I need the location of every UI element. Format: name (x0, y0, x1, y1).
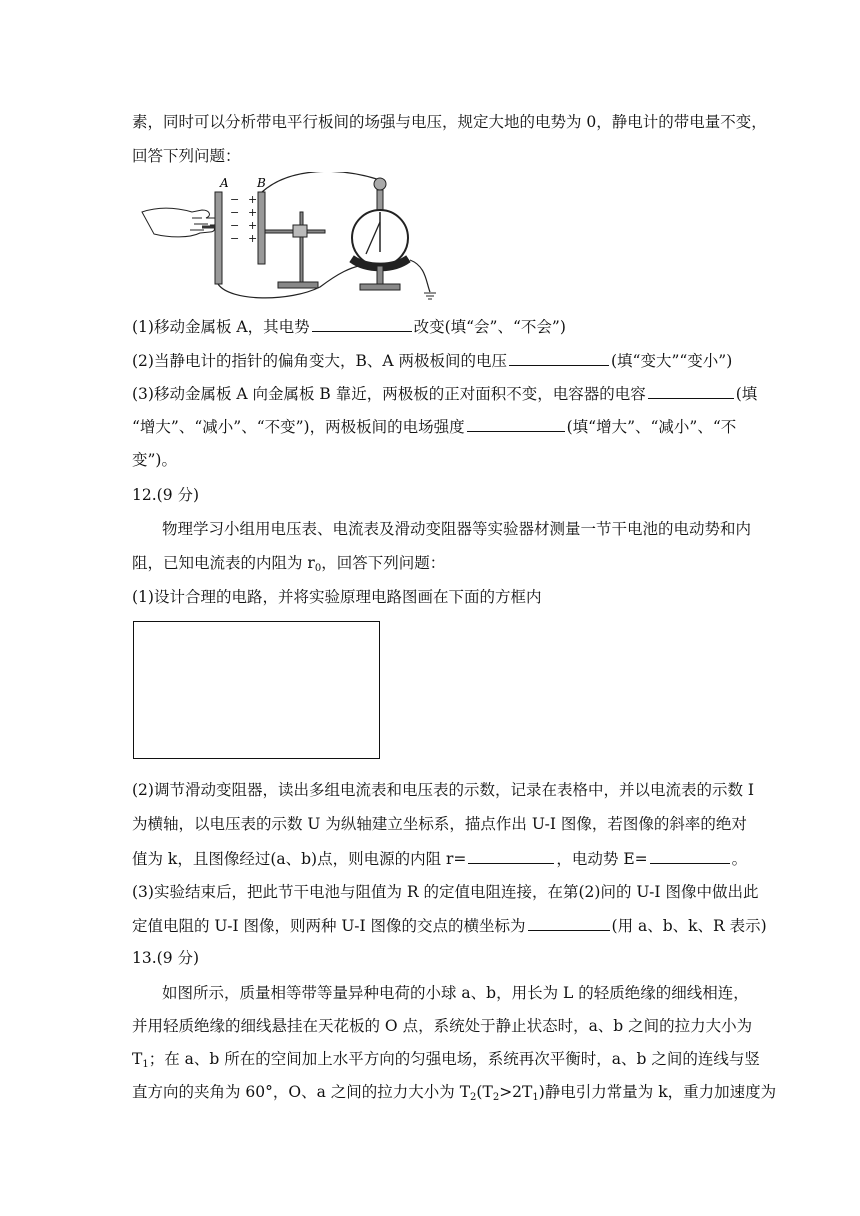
question-12-3-answer: 定值电阻的 U-I 图像，则两种 U-I 图像的交点的横坐标为 (用 a、b、k、R 表示) (132, 917, 767, 935)
answer-blank[interactable] (468, 848, 554, 864)
svg-text:−: − (230, 219, 240, 232)
wire-top (262, 172, 380, 192)
svg-text:−: − (230, 232, 240, 245)
plus-charges (248, 193, 257, 245)
text-line: 素，同时可以分析带电平行板间的场强与电压，规定大地的电势为 0，静电计的带电量不变， (132, 113, 767, 131)
text-line: $T_1$；在 a、b 所在的空间加上水平方向的匀强电场，系统再次平衡时，a、b 之间的连线与竖 (132, 1050, 760, 1070)
text-line: (3)实验结束后，把此节干电池与阻值为 R 的定值电阻连接，在第(2)问的 U-I 图像中做出此 (132, 883, 759, 901)
answer-blank[interactable] (650, 848, 730, 864)
svg-text:+: + (248, 206, 258, 219)
electrometer (350, 178, 410, 290)
question-1: (1)移动金属板 A，其电势 改变(填“会”、“不会”) (132, 318, 566, 336)
plate-stand (265, 212, 325, 288)
answer-blank[interactable] (467, 416, 565, 432)
text-line: 阻，已知电流表的内阻为 $r_0$，回答下列问题： (132, 554, 446, 574)
answer-blank[interactable] (509, 350, 609, 366)
plate-b (258, 192, 265, 264)
text-line: 如图所示，质量相等带等量异种电荷的小球 a、b，用长为 L 的轻质绝缘的细线相连， (162, 984, 749, 1002)
text-line: 回答下列问题： (132, 147, 241, 165)
label-a: A (220, 176, 229, 190)
text-line: 并用轻质绝缘的细线悬挂在天花板的 O 点，系统处于静止状态时，a、b 之间的拉力大小为 (132, 1017, 753, 1035)
text-line: (1)设计合理的电路，并将实验原理电路图画在下面的方框内 (132, 588, 542, 606)
plate-a (215, 192, 222, 284)
text-line: 物理学习小组用电压表、电流表及滑动变阻器等实验器材测量一节干电池的电动势和内 (162, 520, 752, 538)
hand-icon (142, 208, 219, 237)
answer-blank[interactable] (312, 316, 412, 332)
question-3: (3)移动金属板 A 向金属板 B 靠近，两极板的正对面积不变，电容器的电容 (填 (132, 385, 758, 403)
question-12-2-answer: 值为 k，且图像经过(a、b)点，则电源的内阻 r= ，电动势 E= 。 (132, 850, 748, 868)
text-line: 为横轴，以电压表的示数 U 为纵轴建立坐标系，描点作出 U-I 图像，若图像的斜率的绝对 (132, 815, 747, 833)
svg-text:+: + (248, 193, 258, 206)
svg-text:+: + (248, 232, 258, 245)
circuit-drawing-box[interactable] (133, 621, 380, 759)
question-2: (2)当静电计的指针的偏角变大，B、A 两极板间的电压 (填“变大”“变小”) (132, 352, 733, 370)
problem-12-heading: 12.(9 分) (132, 486, 200, 504)
svg-text:−: − (230, 206, 240, 219)
answer-blank[interactable] (528, 915, 610, 931)
problem-13-heading: 13.(9 分) (132, 949, 200, 967)
label-b: B (257, 176, 266, 190)
svg-text:+: + (248, 219, 258, 232)
wire-bottom (218, 265, 362, 298)
text-line: 变”)。 (132, 451, 177, 469)
question-3-cont: “增大”、“减小”、“不变”)，两极板间的电场强度 (填“增大”、“减小”、“不 (132, 418, 737, 436)
electrometer-capacitor-figure (140, 172, 440, 302)
answer-blank[interactable] (648, 383, 734, 399)
svg-text:−: − (230, 193, 240, 206)
text-line: 直方向的夹角为 60°，O、a 之间的拉力大小为 $T_2(T_2>2T_1)$静电引力常量为 k，重力加速度为 (132, 1083, 777, 1103)
ground-wire (410, 260, 430, 292)
ground-icon (424, 293, 436, 299)
text-line: (2)调节滑动变阻器，读出多组电流表和电压表的示数，记录在表格中，并以电流表的示数 I (132, 781, 755, 799)
minus-charges (230, 193, 239, 245)
